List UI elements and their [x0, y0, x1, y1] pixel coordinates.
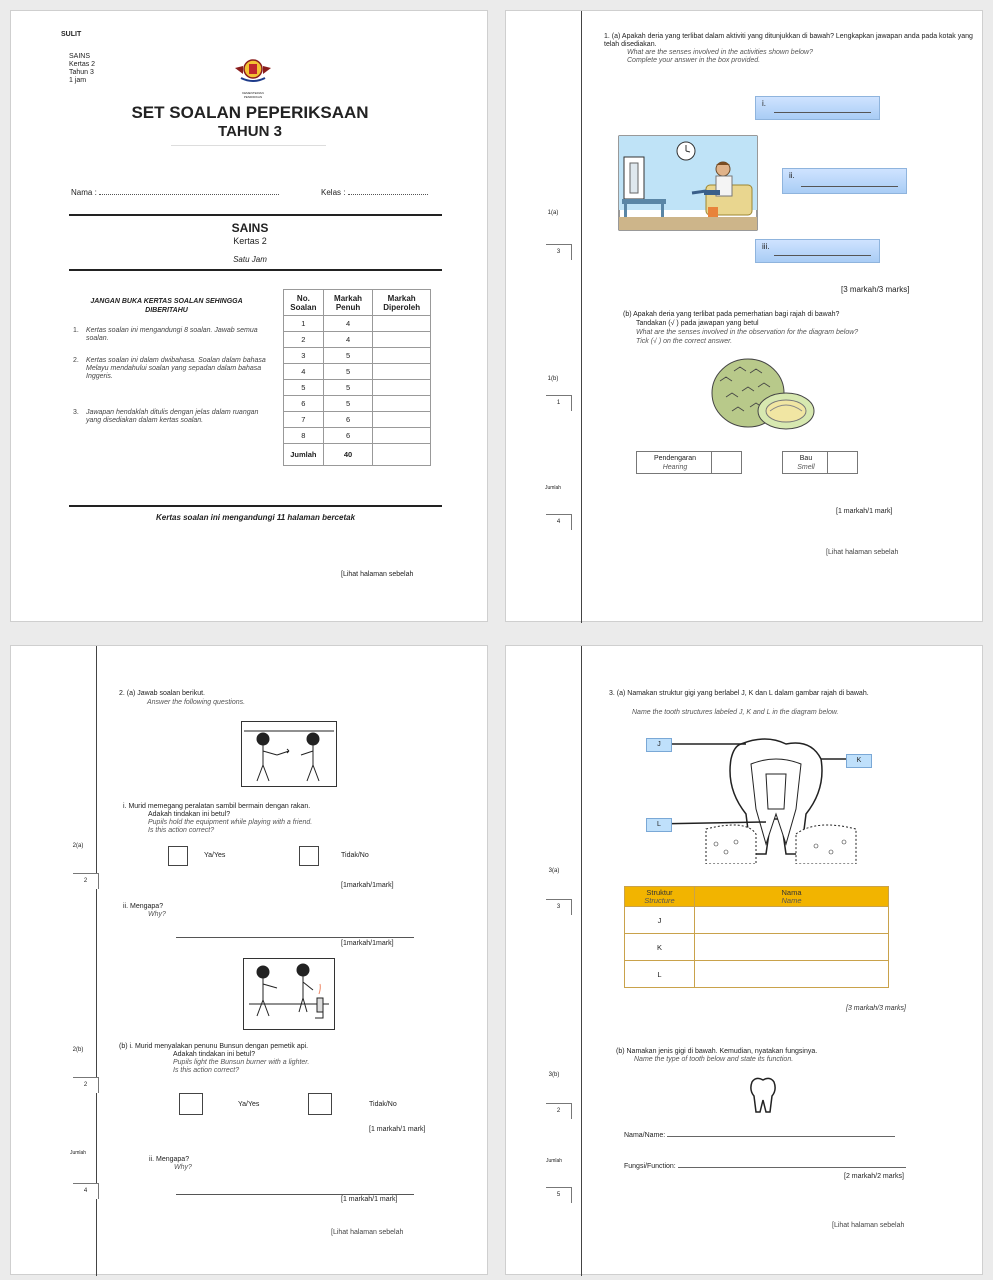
- answer-line: [801, 186, 898, 187]
- q2b-i-text: (b) i. Murid menyalakan penunu Bunsun dengan pemetik api.: [119, 1043, 309, 1050]
- col-structure-en: Structure: [644, 895, 675, 905]
- q1b-english-2: Tick (√ ) on the correct answer.: [636, 338, 733, 345]
- divider: [69, 505, 442, 507]
- q1b-instruction: Tandakan (√ ) pada jawapan yang betul: [636, 320, 759, 327]
- row-full: 6: [323, 428, 373, 444]
- answer-line: [774, 255, 871, 256]
- year-short: Tahun 3: [69, 69, 94, 76]
- total-label: Jumlah: [284, 444, 324, 466]
- option-smell[interactable]: [782, 451, 858, 474]
- cover-page: [10, 10, 488, 622]
- label-k: K: [846, 754, 872, 768]
- total-obtained[interactable]: [373, 444, 431, 466]
- side-score-total-value: 5: [556, 1192, 561, 1198]
- table-row: [625, 961, 889, 988]
- side-label-total: Jumlah: [545, 1158, 563, 1164]
- answer-box-i[interactable]: [755, 96, 880, 120]
- function-answer-label: Fungsi/Function:: [624, 1163, 676, 1170]
- label-l: L: [646, 818, 672, 832]
- name-answer-label: Nama/Name:: [624, 1132, 666, 1139]
- row-full: 4: [323, 316, 373, 332]
- row-obtained[interactable]: [373, 364, 431, 380]
- q2b-yes-label: Ya/Yes: [238, 1101, 260, 1108]
- q2b-ii-answer-line[interactable]: [176, 1194, 414, 1195]
- turn-over-note: [Lihat halaman sebelah: [341, 571, 414, 578]
- row-name-answer[interactable]: [695, 907, 889, 934]
- instruction-num: 3.: [73, 409, 79, 416]
- col-name-en: Name: [781, 895, 802, 905]
- q2a-yes-checkbox[interactable]: [168, 846, 188, 866]
- side-score-1a-value: 3: [556, 249, 561, 255]
- pupils-playing-illustration: [241, 721, 337, 787]
- option-hearing-checkbox[interactable]: [711, 452, 741, 473]
- q2a-no-checkbox[interactable]: [299, 846, 319, 866]
- class-field[interactable]: [321, 188, 428, 197]
- row-full: 5: [323, 348, 373, 364]
- durian-illustration: [706, 351, 818, 441]
- side-score-total: [546, 1187, 572, 1203]
- question-2-page: [10, 645, 488, 1275]
- name-label: Nama :: [71, 188, 97, 197]
- side-score-1b-value: 1: [556, 400, 561, 406]
- q1a-marks: [3 markah/3 marks]: [841, 285, 910, 294]
- side-score-3b-value: 2: [556, 1108, 561, 1114]
- q2b-no-label: Tidak/No: [369, 1101, 397, 1108]
- q2b-yes-checkbox[interactable]: [179, 1093, 203, 1115]
- row-obtained[interactable]: [373, 428, 431, 444]
- answer-box-ii-label: ii.: [789, 171, 795, 180]
- question-3-page: [505, 645, 983, 1275]
- instruction-3: [73, 409, 266, 425]
- row-full: 4: [323, 332, 373, 348]
- table-row-total: [284, 444, 431, 466]
- q2b-no-checkbox[interactable]: [308, 1093, 332, 1115]
- do-not-open-warning: JANGAN BUKA KERTAS SOALAN SEHINGGA DIBERITAHU: [90, 298, 243, 314]
- paper-title: Kertas 2: [233, 236, 267, 246]
- table-row: [625, 907, 889, 934]
- answer-box-ii[interactable]: [782, 168, 907, 194]
- option-hearing-en: Hearing: [662, 464, 688, 471]
- turn-over-note: [Lihat halaman sebelah: [826, 549, 899, 556]
- name-answer-line[interactable]: [667, 1136, 895, 1137]
- side-label-1b: 1(b): [547, 376, 559, 382]
- table-row: [284, 380, 431, 396]
- q2b-i-english-2: Is this action correct?: [173, 1067, 240, 1074]
- instruction-num: 2.: [73, 357, 79, 364]
- table-row: [625, 934, 889, 961]
- side-score-total-value: 4: [83, 1188, 88, 1194]
- answer-box-iii[interactable]: [755, 239, 880, 263]
- row-name-answer[interactable]: [695, 961, 889, 988]
- col-no: No. Soalan: [284, 290, 324, 316]
- q1a-english-2: Complete your answer in the box provided.: [627, 57, 761, 64]
- q2a-ii-english: Why?: [148, 911, 166, 918]
- table-row: [284, 364, 431, 380]
- turn-over-note: [Lihat halaman sebelah: [331, 1229, 404, 1236]
- row-no: 5: [284, 380, 324, 396]
- q2a-yes-label: Ya/Yes: [204, 852, 226, 859]
- row-structure: K: [625, 934, 695, 961]
- side-score-total-value: 4: [556, 519, 561, 525]
- q2a-no-label: Tidak/No: [341, 852, 369, 859]
- table-row: [284, 396, 431, 412]
- q2a-i-english-1: Pupils hold the equipment while playing with a friend.: [148, 819, 313, 826]
- tooth-structure-table: [624, 886, 889, 988]
- instruction-1: [73, 327, 266, 343]
- page-count-note: Kertas soalan ini mengandungi 11 halaman bercetak: [155, 513, 356, 522]
- q2a-i-text: i. Murid memegang peralatan sambil bermain dengan rakan.: [123, 803, 311, 810]
- subject-title: SAINS: [231, 221, 269, 235]
- row-obtained[interactable]: [373, 348, 431, 364]
- option-hearing-ms: Pendengaran: [653, 455, 697, 462]
- class-label: Kelas :: [321, 188, 346, 197]
- answer-box-i-label: i.: [762, 99, 766, 108]
- col-structure: [625, 887, 695, 907]
- q2b-i-marks: [1 markah/1 mark]: [369, 1126, 426, 1133]
- q3a-text: 3. (a) Namakan struktur gigi yang berlabel J, K dan L dalam gambar rajah di bawah.: [609, 690, 869, 697]
- side-label-3a: 3(a): [548, 868, 560, 874]
- margin-line: [581, 646, 582, 1276]
- q2a-ii-text: ii. Mengapa?: [123, 903, 164, 910]
- q2a-english: Answer the following questions.: [147, 699, 246, 706]
- margin-line: [96, 646, 97, 1276]
- row-no: 4: [284, 364, 324, 380]
- side-label-total: Jumlah: [69, 1150, 87, 1156]
- row-no: 1: [284, 316, 324, 332]
- row-obtained[interactable]: [373, 380, 431, 396]
- q1b-marks: [1 markah/1 mark]: [836, 508, 893, 515]
- q2a-i-marks: [1markah/1mark]: [341, 882, 394, 889]
- side-label-total: Jumlah: [544, 485, 562, 491]
- name-blank[interactable]: [99, 194, 279, 195]
- side-score-2b-value: 2: [83, 1082, 88, 1088]
- page-title: SET SOALAN PEPERIKSAAN: [131, 103, 369, 122]
- function-answer-field[interactable]: [624, 1163, 906, 1170]
- option-smell-ms: Bau: [799, 455, 813, 462]
- q2b-i-question: Adakah tindakan ini betul?: [173, 1051, 256, 1058]
- title-underline: [171, 145, 326, 146]
- side-score-total: [73, 1183, 99, 1199]
- duration-title: Satu Jam: [233, 255, 267, 264]
- row-no: 3: [284, 348, 324, 364]
- side-score-3b: [546, 1103, 572, 1119]
- instruction-num: 1.: [73, 327, 79, 334]
- duration-short: 1 jam: [69, 77, 87, 84]
- q2a-i-question: Adakah tindakan ini betul?: [148, 811, 231, 818]
- bunsen-burner-illustration: [243, 958, 335, 1030]
- side-score-2a: [73, 873, 99, 889]
- side-score-2a-value: 2: [83, 878, 88, 884]
- col-name: [695, 887, 889, 907]
- turn-over-note: [Lihat halaman sebelah: [832, 1222, 905, 1229]
- q2a-text: 2. (a) Jawab soalan berikut.: [119, 690, 205, 697]
- q2a-ii-marks: [1markah/1mark]: [341, 940, 394, 947]
- side-score-total: [546, 514, 572, 530]
- table-row: [284, 428, 431, 444]
- q3b-marks: [2 markah/2 marks]: [844, 1173, 904, 1180]
- side-score-1b: [546, 395, 572, 411]
- q2b-ii-marks: [1 markah/1 mark]: [341, 1196, 398, 1203]
- row-obtained[interactable]: [373, 412, 431, 428]
- row-no: 7: [284, 412, 324, 428]
- col-full-marks: Markah Penuh: [323, 290, 373, 316]
- side-score-3a: [546, 899, 572, 915]
- sulit-label: SULIT: [61, 31, 82, 38]
- side-score-1a: [546, 244, 572, 260]
- option-hearing[interactable]: [636, 451, 742, 474]
- side-score-3a-value: 3: [556, 904, 561, 910]
- q3b-english: Name the type of tooth below and state its function.: [634, 1056, 794, 1063]
- paper-short: Kertas 2: [69, 61, 96, 68]
- side-label-2b: 2(b): [72, 1047, 84, 1053]
- q3b-text: (b) Namakan jenis gigi di bawah. Kemudian, nyatakan fungsinya.: [616, 1048, 818, 1055]
- score-table: [283, 289, 431, 466]
- class-blank[interactable]: [348, 194, 428, 195]
- subject-short: SAINS: [69, 53, 91, 60]
- row-no: 6: [284, 396, 324, 412]
- function-answer-line[interactable]: [678, 1167, 906, 1168]
- tv-watching-illustration: [618, 135, 758, 231]
- divider: [69, 269, 442, 271]
- instruction-text: Jawapan hendaklah ditulis dengan jelas dalam ruangan yang disediakan dalam kertas soalan.: [86, 409, 259, 424]
- row-name-answer[interactable]: [695, 934, 889, 961]
- q2a-ii-answer-line[interactable]: [176, 937, 414, 938]
- q1a-english-1: What are the senses involved in the activities shown below?: [627, 49, 813, 56]
- crest-logo: [233, 56, 273, 99]
- col-marks-obtained: Markah Diperoleh: [373, 290, 431, 316]
- q1b-text: (b) Apakah deria yang terlibat pada pemerhatian bagi rajah di bawah?: [623, 311, 840, 318]
- table-row: [284, 332, 431, 348]
- row-full: 6: [323, 412, 373, 428]
- row-no: 2: [284, 332, 324, 348]
- row-structure: L: [625, 961, 695, 988]
- divider: [69, 214, 442, 216]
- q2a-i-english-2: Is this action correct?: [148, 827, 215, 834]
- answer-box-iii-label: iii.: [762, 242, 770, 251]
- q2b-ii-text: ii. Mengapa?: [149, 1156, 190, 1163]
- row-obtained[interactable]: [373, 316, 431, 332]
- header-info: [69, 53, 95, 85]
- molar-tooth-illustration: [748, 1076, 778, 1116]
- table-row: [284, 348, 431, 364]
- name-answer-field[interactable]: [624, 1132, 895, 1139]
- q2b-ii-english: Why?: [174, 1164, 192, 1171]
- row-obtained[interactable]: [373, 332, 431, 348]
- q3a-english: Name the tooth structures labeled J, K and L in the diagram below.: [632, 709, 839, 716]
- table-row: [284, 412, 431, 428]
- row-no: 8: [284, 428, 324, 444]
- row-structure: J: [625, 907, 695, 934]
- side-label-2a: 2(a): [72, 843, 84, 849]
- q2b-i-english-1: Pupils light the Bunsun burner with a lighter.: [173, 1059, 310, 1066]
- side-label-1a: 1(a): [547, 210, 559, 216]
- q1a-text: 1. (a) Apakah deria yang terlibat dalam aktiviti yang ditunjukkan di bawah? Lengkapkan jawapan anda pada kotak yang telah disediakan.: [604, 33, 973, 48]
- question-1-page: [505, 10, 983, 622]
- row-obtained[interactable]: [373, 396, 431, 412]
- instruction-2: [73, 357, 266, 381]
- margin-line: [581, 11, 582, 623]
- col-structure-ms: Struktur: [646, 887, 673, 897]
- q1b-english-1: What are the senses involved in the observation for the diagram below?: [636, 329, 859, 336]
- total-value: 40: [323, 444, 373, 466]
- table-row: [284, 316, 431, 332]
- instruction-text: Kertas soalan ini mengandungi 8 soalan. Jawab semua soalan.: [86, 327, 258, 342]
- page-subtitle: TAHUN 3: [218, 123, 282, 140]
- crest-caption: KEMENTERIAN PENDIDIKAN: [242, 91, 264, 99]
- answer-line: [774, 112, 871, 113]
- side-label-3b: 3(b): [548, 1072, 560, 1078]
- option-smell-en: Smell: [797, 464, 815, 471]
- q3a-marks: [3 markah/3 marks]: [846, 1005, 906, 1012]
- label-j: J: [646, 738, 672, 752]
- row-full: 5: [323, 396, 373, 412]
- col-name-ms: Nama: [781, 887, 802, 897]
- name-field[interactable]: [71, 188, 279, 197]
- row-full: 5: [323, 364, 373, 380]
- instruction-text: Kertas soalan ini dalam dwibahasa. Soalan dalam bahasa Melayu mendahului soalan yang sepadan dalam bahasa Inggeris.: [86, 357, 266, 380]
- option-smell-checkbox[interactable]: [827, 452, 857, 473]
- side-score-2b: [73, 1077, 99, 1093]
- row-full: 5: [323, 380, 373, 396]
